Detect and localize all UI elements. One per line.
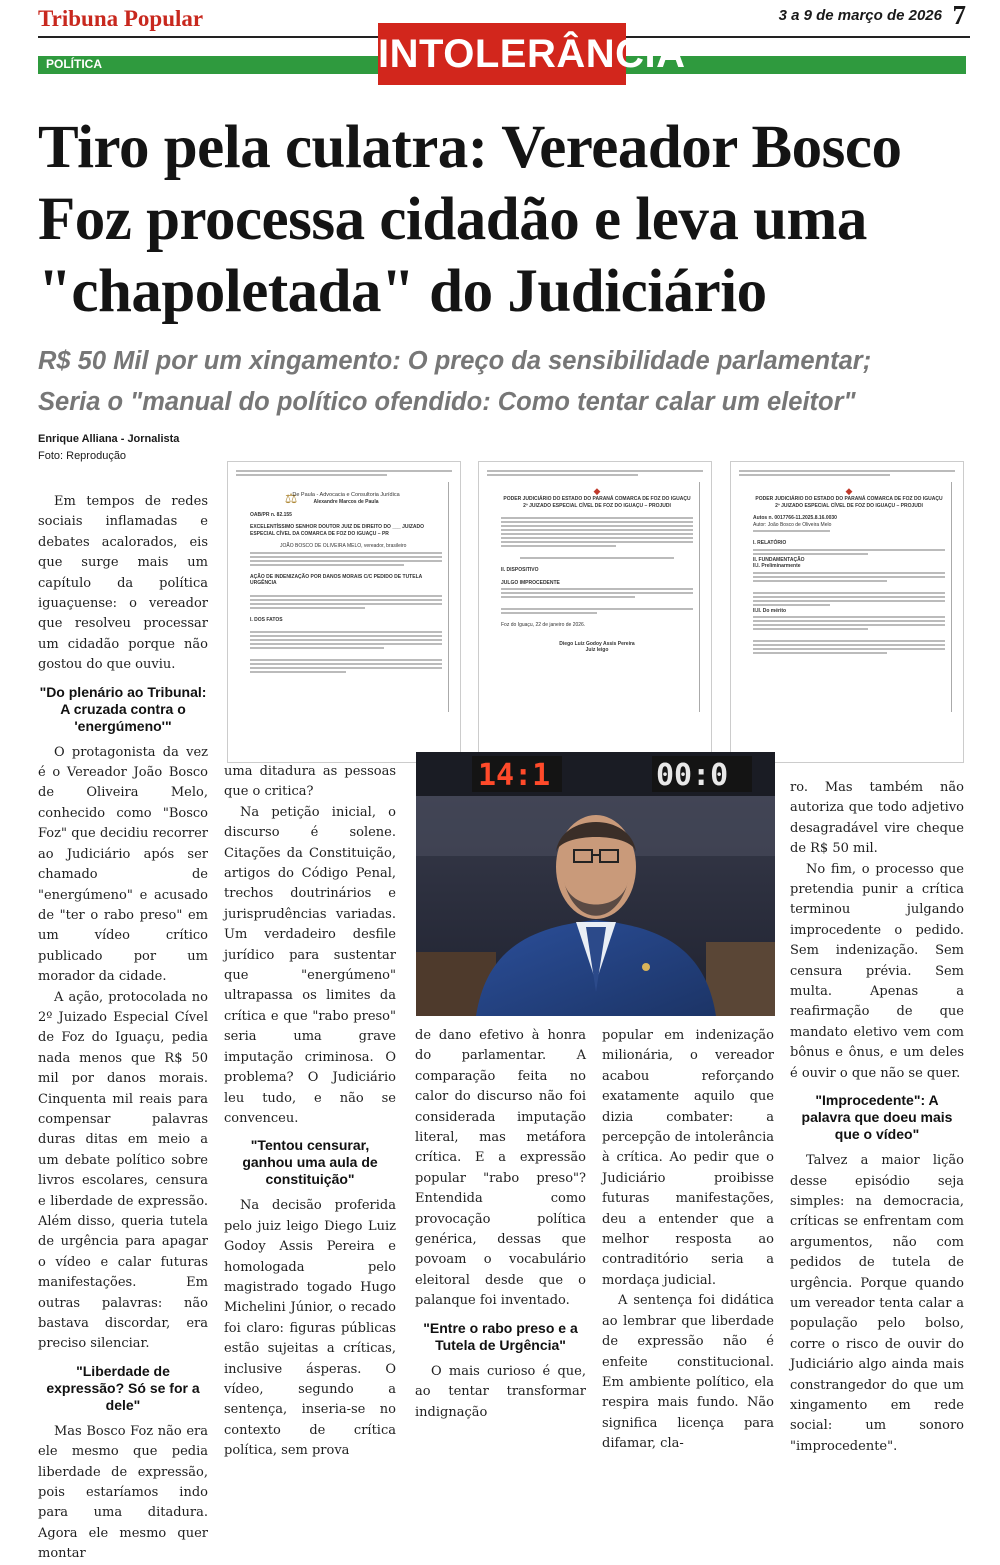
doc-header-strip <box>487 468 703 478</box>
article-column-4 <box>602 1026 774 1455</box>
doc-court: PODER JUDICIÁRIO DO ESTADO DO PARANÁ COMARCA DE FOZ DO IGUAÇU <box>755 496 943 502</box>
paragraph: ro. Mas também não autoriza que todo adjetivo desagradável vire cheque de R$ 50 mil. <box>790 780 964 857</box>
paragraph: A sentença foi didática ao lembrar que liberdade de expressão não é enfeite constitucional. Em ambiente político, ela respira mais fundo. Não significa licença para difamar, cla- <box>602 1293 774 1452</box>
article-column-5 <box>790 778 964 1457</box>
doc-prelim-heading: II.I. Preliminarmente <box>753 563 801 569</box>
page-number: 7 <box>952 0 966 30</box>
document-decision <box>731 462 963 762</box>
article-column-1 <box>38 492 208 1565</box>
paragraph: Em tempos de redes sociais inflamadas e debates acalorados, eis que surge mais um capítulo da política iguaçuense: o vereador que resolveu processar um cidadão porque não gostou do que ouviu. <box>38 494 208 673</box>
doc-party: JOÃO BOSCO DE OLIVEIRA MELO, vereador, brasileiro <box>280 543 407 549</box>
doc-author: Autor: João Bosco de Oliveira Melo <box>753 521 832 528</box>
doc-ruling: JULGO IMPROCEDENTE <box>501 579 560 586</box>
councilman-photo <box>416 752 775 1016</box>
doc-header-strip <box>739 468 955 478</box>
paragraph: O mais curioso é que, ao tentar transformar indignação <box>415 1363 586 1420</box>
paragraph: No fim, o processo que pretendia punir a crítica terminou julgando improcedente o pedido. Sem indenização. Sem censura prévia. Sem multa. Apenas a reafirmação de que mandato eletivo vem com bônus e ônus, e um deles é ouvir o que não se quer. <box>790 861 964 1081</box>
doc-header-strip <box>236 468 452 478</box>
doc-report-heading: I. RELATÓRIO <box>753 540 787 546</box>
doc-action: AÇÃO DE INDENIZAÇÃO POR DANOS MORAIS C/C PEDIDO DE TUTELA URGÊNCIA <box>250 573 423 586</box>
doc-case-number: Autos n. 0017766-11.2025.8.16.0030 <box>753 515 837 521</box>
doc-court: PODER JUDICIÁRIO DO ESTADO DO PARANÁ COMARCA DE FOZ DO IGUAÇU <box>503 496 691 502</box>
doc-judge: Diego Luiz Godoy Assis Pereira <box>559 640 635 647</box>
doc-dispositive: II. DISPOSITIVO <box>501 567 539 573</box>
coat-of-arms-icon: ◆ <box>593 486 601 496</box>
paragraph: Talvez a maior lição desse episódio seja simples: na democracia, críticas se enfrentam com argumentos, não com pedidos de tutela de urgência. Porque quando um vereador tenta calar a população pelo bolso, corre o risco de ouvir do Judiciário algo ainda mais constrangedor do que um xingamento em rede social: um sonoro "improcedente". <box>790 1153 964 1454</box>
doc-judge-role: Juiz leigo <box>585 647 609 653</box>
document-sentence <box>479 462 711 762</box>
doc-unit: 2º JUIZADO ESPECIAL CÍVEL DE FOZ DO IGUAÇU – PROJUDI <box>523 502 671 509</box>
deck-line-1: R$ 50 Mil por um xingamento: O preço da sensibilidade parlamentar; <box>38 347 872 375</box>
subhead: "Improcedente": A palavra que doeu mais que o vídeo" <box>801 1092 953 1143</box>
doc-merit-heading: II.II. Do mérito <box>753 607 787 614</box>
doc-addressee: EXCELENTÍSSIMO SENHOR DOUTOR JUIZ DE DIREITO DO ___ JUIZADO ESPECIAL CÍVEL DA COMARCA DE FOZ DO IGUAÇU – PR <box>250 524 425 537</box>
masthead-title: Tribuna Popular <box>38 6 204 31</box>
subhead: "Entre o rabo preso e a Tutela de Urgência" <box>423 1319 578 1353</box>
photo-illustration <box>416 752 775 1016</box>
issue-date: 3 a 9 de março de 2026 <box>778 7 942 24</box>
deck-line-2: Seria o "manual do político ofendido: Como tentar calar um eleitor" <box>38 388 856 416</box>
paragraph: Na petição inicial, o discurso é solene. Citações da Constituição, artigos do Código Penal, trechos doutrinários e jurisprudências variadas. Um verdadeiro desfile jurídico para sustentar que "energúmeno" ultrapassa os limites da crítica e que "rabo preso" seria uma grave imputação criminosa. O problema? O Judiciário leu tudo, e não se convenceu. <box>224 804 396 1126</box>
article-column-3 <box>415 1026 586 1423</box>
scales-icon: ⚖ <box>284 490 298 506</box>
article-column-2 <box>224 762 396 1462</box>
document-petition <box>228 462 460 762</box>
byline: Enrique Alliana - Jornalista <box>38 433 180 445</box>
doc-firm: De Paula - Advocacia e Consultoria Jurídica <box>292 492 400 498</box>
paragraph: O protagonista da vez é o Vereador João Bosco de Oliveira Melo, conhecido como "Bosco Foz" que decidiu recorrer ao Judiciário após ser chamado de "energúmeno" e acusado de "ter o rabo preso" em um vídeo crítico publicado por um morador da cidade. <box>38 744 208 985</box>
doc-date: Foz do Iguaçu, 22 de janeiro de 2026. <box>501 622 586 628</box>
paragraph: A ação, protocolada no 2º Juizado Especial Cível de Foz do Iguaçu, pedia nada menos que R$ 50 mil por danos morais. Cinquenta mil reais para compensar palavras duras ditas em meio a um debate político sobre livros escolares, censura e liberdade de expressão. Além disso, queria tutela de urgência para apagar o vídeo e calar futuras manifestações. Em outras palavras: não bastava discordar, era preciso silenciar. <box>38 989 208 1352</box>
doc-oab: OAB/PR n. 82.155 <box>250 511 292 518</box>
doc-unit: 2º JUIZADO ESPECIAL CÍVEL DE FOZ DO IGUAÇU – PROJUDI <box>775 502 923 509</box>
doc-grounds-heading: II. FUNDAMENTAÇÃO <box>753 556 805 563</box>
kicker-banner: INTOLERÂNCIA <box>378 23 626 85</box>
coat-of-arms-icon: ◆ <box>845 486 853 496</box>
subhead: "Liberdade de expressão? Só se for a dele" <box>46 1362 200 1413</box>
clock-right: 00:0 <box>656 758 729 793</box>
paragraph: Na decisão proferida pelo juiz leigo Diego Luiz Godoy Assis Pereira e homologada pelo magistrado togado Hugo Michelini Júnior, o recado foi claro: figuras públicas estão sujeitas a críticas, inclusive ásperas. O vídeo, segundo a sentença, inseria-se no contexto de crítica política, sem prova <box>224 1198 396 1459</box>
headline: Tiro pela culatra: Vereador Bosco Foz processa cidadão e leva uma "chapoletada" do Judiciário <box>38 114 902 325</box>
doc-lawyer: Alexandre Marcos de Paula <box>313 499 379 505</box>
clock-left: 14:1 <box>478 758 551 793</box>
paragraph: uma ditadura as pessoas que o critica? <box>224 764 396 800</box>
section-label: POLÍTICA <box>46 57 102 71</box>
photo-credit: Foto: Reprodução <box>38 450 127 462</box>
paragraph: popular em indenização milionária, o vereador acabou reforçando exatamente aquilo que dizia combater: a percepção de intolerância à crítica. Ao pedir que o Judiciário proibisse futuras manifestações, deu a entender que a melhor resposta ao contraditório seria a mordaça judicial. <box>602 1028 774 1288</box>
deck <box>38 341 968 423</box>
subhead: "Do plenário ao Tribunal: A cruzada contra o 'energúmeno'" <box>39 683 207 734</box>
doc-facts-heading: I. DOS FATOS <box>250 616 283 623</box>
paragraph: de dano efetivo à honra do parlamentar. A comparação feita no calor do discurso não foi considerada imputação literal, mas metáfora crítica. E a expressão popular "rabo preso"? Entendida como provocação política genérica, dessas que povoam o vocabulário eleitoral desde que o palanque foi inventado. <box>415 1028 586 1309</box>
subhead: "Tentou censurar, ganhou uma aula de constituição" <box>242 1137 378 1188</box>
doc-margin-stamp <box>448 482 457 712</box>
doc-margin-stamp <box>951 482 960 712</box>
doc-margin-stamp <box>699 482 708 712</box>
paragraph: Mas Bosco Foz não era ele mesmo que pedia liberdade de expressão, pois estaríamos indo para uma ditadura. Agora ele mesmo quer montar <box>38 1423 208 1562</box>
